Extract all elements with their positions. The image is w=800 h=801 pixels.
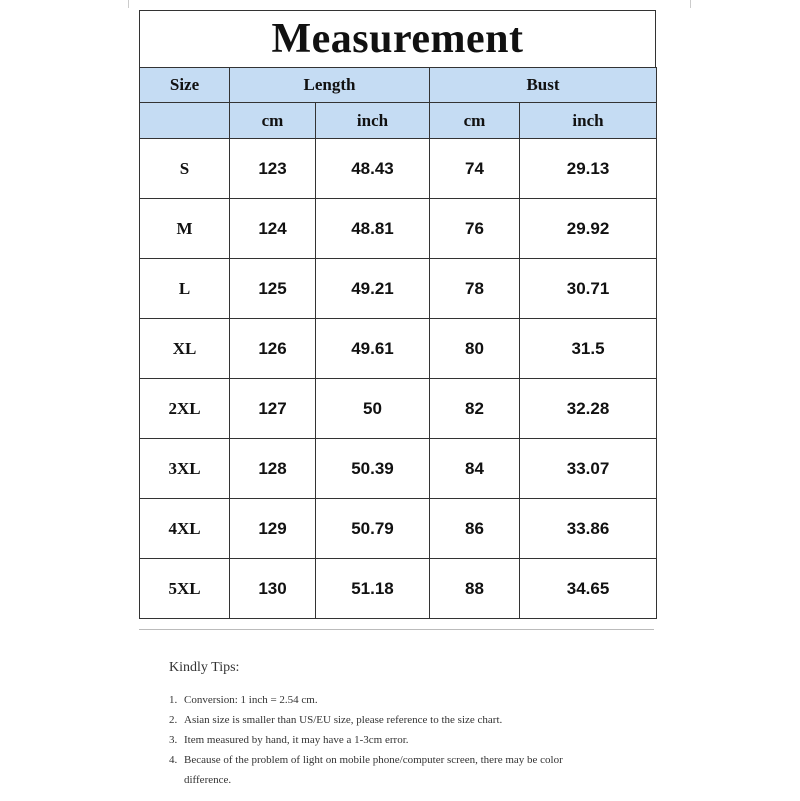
size-cell: 3XL	[140, 439, 230, 499]
page-edge-line-left	[128, 0, 129, 8]
tip-text: Conversion: 1 inch = 2.54 cm.	[184, 694, 318, 706]
header-row-units	[140, 103, 657, 139]
bust-inch-cell: 34.65	[520, 559, 657, 619]
bust-cm-cell: 78	[430, 259, 520, 319]
list-item	[169, 750, 569, 790]
bust-cm-cell: 86	[430, 499, 520, 559]
header-bust: Bust	[430, 68, 657, 103]
length-cm-cell: 130	[230, 559, 316, 619]
length-cm-cell: 123	[230, 139, 316, 199]
bust-cm-cell: 88	[430, 559, 520, 619]
table-row	[140, 259, 657, 319]
size-cell: XL	[140, 319, 230, 379]
tips-title: Kindly Tips:	[169, 660, 240, 675]
header-length-inch: inch	[316, 103, 430, 139]
length-inch-cell: 48.81	[316, 199, 430, 259]
length-cm-cell: 129	[230, 499, 316, 559]
list-item	[169, 690, 569, 710]
length-cm-cell: 126	[230, 319, 316, 379]
size-cell: 4XL	[140, 499, 230, 559]
bust-cm-cell: 82	[430, 379, 520, 439]
table-row	[140, 439, 657, 499]
header-bust-inch: inch	[520, 103, 657, 139]
length-inch-cell: 48.43	[316, 139, 430, 199]
bust-inch-cell: 31.5	[520, 319, 657, 379]
size-cell: M	[140, 199, 230, 259]
length-cm-cell: 124	[230, 199, 316, 259]
table-row	[140, 139, 657, 199]
bust-inch-cell: 33.86	[520, 499, 657, 559]
bust-cm-cell: 84	[430, 439, 520, 499]
length-cm-cell: 125	[230, 259, 316, 319]
bust-inch-cell: 33.07	[520, 439, 657, 499]
page-title: Measurement	[271, 16, 524, 62]
bust-cm-cell: 76	[430, 199, 520, 259]
length-inch-cell: 49.21	[316, 259, 430, 319]
size-cell: S	[140, 139, 230, 199]
tip-number: 3.	[169, 734, 178, 746]
list-item	[169, 710, 569, 730]
bust-inch-cell: 29.92	[520, 199, 657, 259]
size-cell: 5XL	[140, 559, 230, 619]
bust-inch-cell: 29.13	[520, 139, 657, 199]
length-inch-cell: 50	[316, 379, 430, 439]
bust-cm-cell: 80	[430, 319, 520, 379]
length-inch-cell: 50.39	[316, 439, 430, 499]
header-length-cm: cm	[230, 103, 316, 139]
page-edge-line-right	[690, 0, 691, 8]
table-row	[140, 559, 657, 619]
bust-inch-cell: 32.28	[520, 379, 657, 439]
tip-number: 1.	[169, 694, 178, 706]
length-cm-cell: 127	[230, 379, 316, 439]
tips-section	[139, 629, 654, 801]
tip-text: Because of the problem of light on mobile phone/computer screen, there may be color difference.	[184, 754, 563, 786]
bust-inch-cell: 30.71	[520, 259, 657, 319]
header-bust-cm: cm	[430, 103, 520, 139]
table-row	[140, 499, 657, 559]
header-row-top	[140, 68, 657, 103]
header-length: Length	[230, 68, 430, 103]
measurement-chart	[139, 10, 656, 800]
tips-list	[169, 690, 569, 790]
header-size: Size	[140, 68, 230, 103]
tip-text: Asian size is smaller than US/EU size, please reference to the size chart.	[184, 714, 503, 726]
length-inch-cell: 49.61	[316, 319, 430, 379]
tip-number: 4.	[169, 754, 178, 766]
table-row	[140, 199, 657, 259]
title-box	[139, 10, 656, 67]
header-size-blank	[140, 103, 230, 139]
length-inch-cell: 50.79	[316, 499, 430, 559]
size-cell: L	[140, 259, 230, 319]
tip-text: Item measured by hand, it may have a 1-3cm error.	[184, 734, 409, 746]
table-row	[140, 319, 657, 379]
size-table	[139, 67, 657, 619]
bust-cm-cell: 74	[430, 139, 520, 199]
table-row	[140, 379, 657, 439]
list-item	[169, 730, 569, 750]
tip-number: 2.	[169, 714, 178, 726]
size-cell: 2XL	[140, 379, 230, 439]
length-inch-cell: 51.18	[316, 559, 430, 619]
length-cm-cell: 128	[230, 439, 316, 499]
